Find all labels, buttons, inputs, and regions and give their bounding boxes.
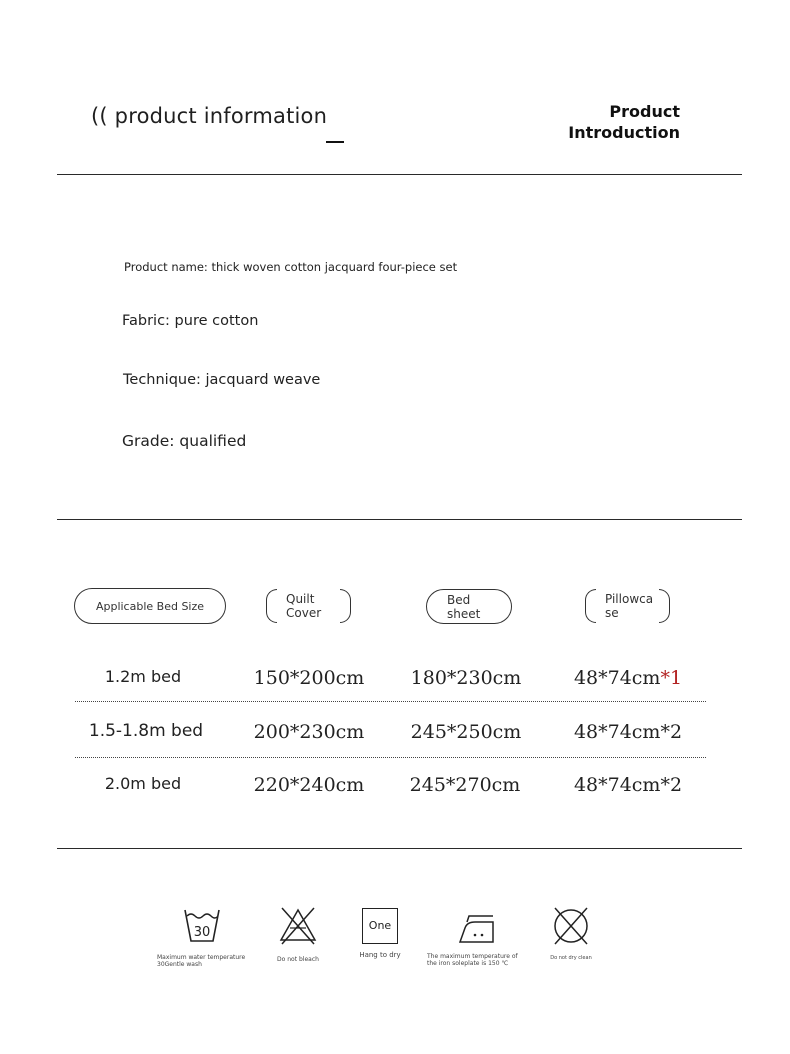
product-introduction-heading <box>568 101 680 143</box>
care-no-dry-clean <box>544 905 598 962</box>
divider-middle <box>57 519 742 520</box>
fabric: Fabric: pure cotton <box>122 313 259 329</box>
paren-right <box>659 589 670 623</box>
wash-caption: Maximum water temperature 30Gentle wash <box>157 954 246 968</box>
pillow-size: 48*74cm <box>573 667 661 689</box>
table-row-3-sheet: 245*270cm <box>409 774 521 796</box>
row-divider-1 <box>75 701 706 702</box>
bleach-caption: Do not bleach <box>277 956 319 963</box>
header-bed-sheet-line2: sheet <box>447 606 481 621</box>
table-row-3-quilt: 220*240cm <box>253 774 365 796</box>
care-iron <box>427 912 527 967</box>
no-bleach-icon <box>278 906 318 946</box>
title-underline-dash <box>326 141 344 143</box>
header-bed-size <box>74 588 226 624</box>
hang-box-label: One <box>368 919 392 932</box>
divider-bottom <box>57 848 742 849</box>
intro-line-1: Product <box>609 102 680 121</box>
table-row-1-bed: 1.2m bed <box>104 667 182 686</box>
table-row-2-pillow: 48*74cm*2 <box>573 721 683 743</box>
header-bed-sheet-line1: Bed <box>447 592 471 607</box>
table-row-3-bed: 2.0m bed <box>104 774 182 793</box>
care-no-bleach <box>270 906 326 963</box>
table-row-1-sheet: 180*230cm <box>410 667 522 689</box>
divider-top <box>57 174 742 175</box>
hang-dry-icon <box>362 908 398 944</box>
paren-left <box>585 589 596 623</box>
hang-caption: Hang to dry <box>359 951 401 959</box>
table-row-2-bed: 1.5-1.8m bed <box>88 721 204 741</box>
page-title: (( product information <box>91 104 328 128</box>
product-name: Product name: thick woven cotton jacquard four-piece set <box>124 260 458 274</box>
grade: Grade: qualified <box>122 432 247 450</box>
table-row-2-quilt: 200*230cm <box>253 721 365 743</box>
paren-right <box>340 589 351 623</box>
header-bed-size-label: Applicable Bed Size <box>95 599 205 613</box>
table-row-2-sheet: 245*250cm <box>410 721 522 743</box>
care-hang-dry <box>355 908 405 959</box>
header-quilt-cover-line2: Cover <box>286 606 322 620</box>
care-wash <box>157 906 247 968</box>
header-bed-sheet <box>426 589 512 624</box>
table-row-3-pillow: 48*74cm*2 <box>573 774 683 796</box>
iron-icon <box>457 912 497 944</box>
no-dry-clean-icon <box>551 905 591 947</box>
iron-caption: The maximum temperature of the iron soleplate is 150 ℃ <box>427 953 518 967</box>
header-quilt-cover <box>266 589 351 623</box>
table-row-1-quilt: 150*200cm <box>253 667 365 689</box>
header-pillowcase-line1: Pillowca <box>605 592 654 606</box>
table-row-1-pillow <box>543 667 713 689</box>
pillow-count: *1 <box>660 667 683 689</box>
technique: Technique: jacquard weave <box>123 372 321 388</box>
header-pillowcase-line2: se <box>605 606 619 620</box>
dryclean-caption: Do not dry clean <box>550 955 592 961</box>
header-pillowcase <box>585 589 670 623</box>
row-divider-2 <box>75 757 706 758</box>
wash-number: 30 <box>193 925 211 940</box>
intro-line-2: Introduction <box>568 123 680 142</box>
header-quilt-cover-line1: Quilt <box>286 592 315 606</box>
wash-30-icon <box>182 906 222 946</box>
paren-left <box>266 589 277 623</box>
